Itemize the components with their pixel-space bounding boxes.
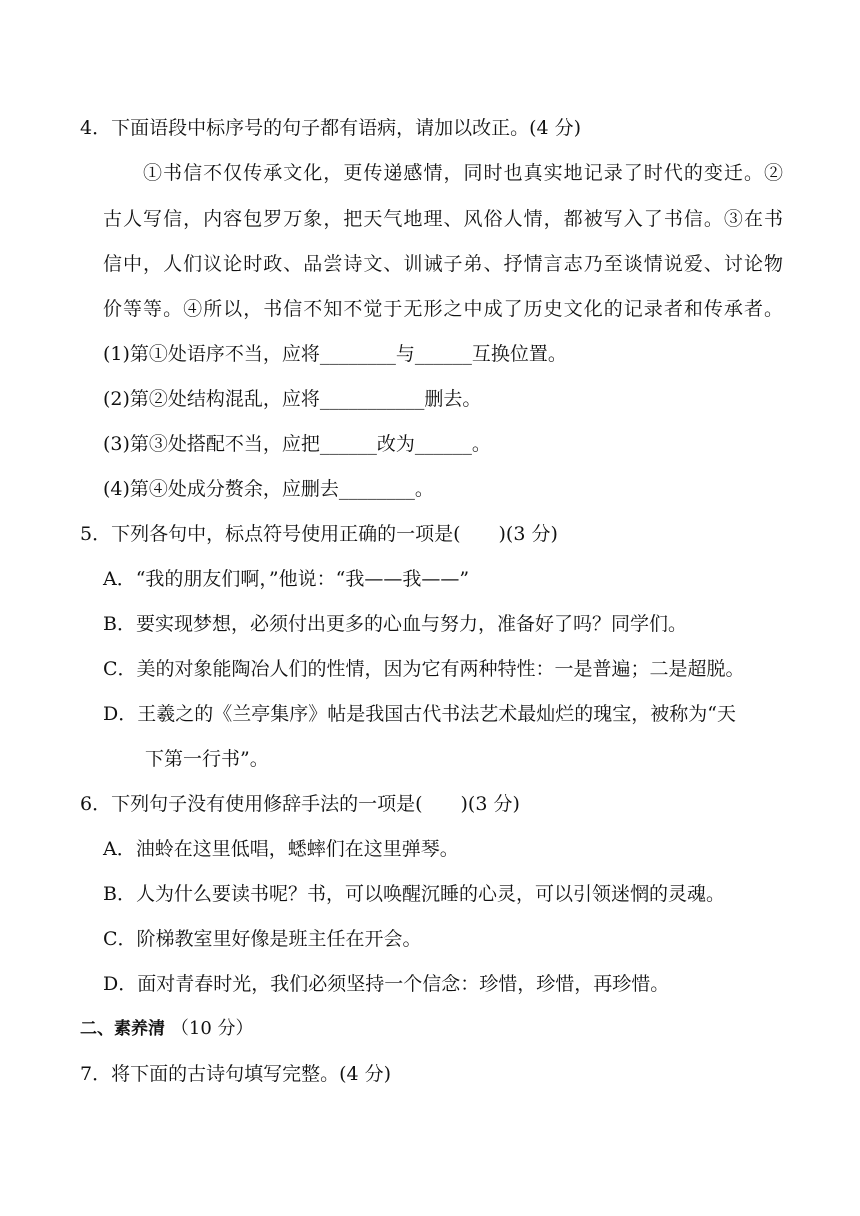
question-5-option-a: A．“我的朋友们啊，”他说：“我——我——” — [103, 568, 470, 590]
question-6-option-b: B．人为什么要读书呢？书，可以唤醒沉睡的心灵，可以引领迷惘的灵魂。 — [103, 883, 725, 905]
question-6-option-d: D．面对青春时光，我们必须坚持一个信念：珍惜，珍惜，再珍惜。 — [103, 973, 670, 995]
section-2-heading — [80, 1014, 254, 1044]
question-4-paragraph-line-3: 信中，人们议论时政、品尝诗文、训诫子弟、抒情言志乃至谈情说爱、讨论物 — [103, 253, 783, 275]
question-5-option-b: B．要实现梦想，必须付出更多的心血与努力，准备好了吗？同学们。 — [103, 613, 687, 635]
question-6-option-a: A．油蛉在这里低唱，蟋蟀们在这里弹琴。 — [103, 838, 459, 860]
question-4-paragraph-line-1: ①书信不仅传承文化，更传递感情，同时也真实地记录了时代的变迁。② — [143, 162, 783, 184]
question-4-subitem-1: (1)第①处语序不当，应将________与______互换位置。 — [103, 343, 567, 365]
question-5-stem: 5．下列各句中，标点符号使用正确的一项是( )(3 分) — [80, 523, 558, 545]
question-5-option-d: D．王羲之的《兰亭集序》帖是我国古代书法艺术最灿烂的瑰宝，被称为“天 — [103, 703, 736, 725]
question-4-stem: 4．下面语段中标序号的句子都有语病，请加以改正。(4 分) — [80, 117, 582, 139]
question-4-subitem-2: (2)第②处结构混乱，应将___________删去。 — [103, 388, 482, 410]
section-2-score: （10 分） — [170, 1018, 254, 1039]
question-4-paragraph-line-2: 古人写信，内容包罗万象，把天气地理、风俗人情，都被写入了书信。③在书 — [103, 208, 783, 230]
section-2-title: 二、素养清 — [80, 1019, 165, 1039]
question-4-subitem-3: (3)第③处搭配不当，应把______改为______。 — [103, 433, 491, 455]
question-6-option-c: C．阶梯教室里好像是班主任在开会。 — [103, 928, 422, 950]
question-4-paragraph-line-4: 价等等。④所以，书信不知不觉于无形之中成了历史文化的记录者和传承者。 — [103, 298, 783, 320]
question-5-option-d-continuation: 下第一行书”。 — [145, 748, 269, 770]
question-7-stem: 7．将下面的古诗句填写完整。(4 分) — [80, 1063, 392, 1085]
question-4-subitem-4: (4)第④处成分赘余，应删去________。 — [103, 478, 434, 500]
question-5-option-c: C．美的对象能陶冶人们的性情，因为它有两种特性：一是普遍；二是超脱。 — [103, 658, 745, 680]
question-6-stem: 6．下列句子没有使用修辞手法的一项是( )(3 分) — [80, 793, 520, 815]
